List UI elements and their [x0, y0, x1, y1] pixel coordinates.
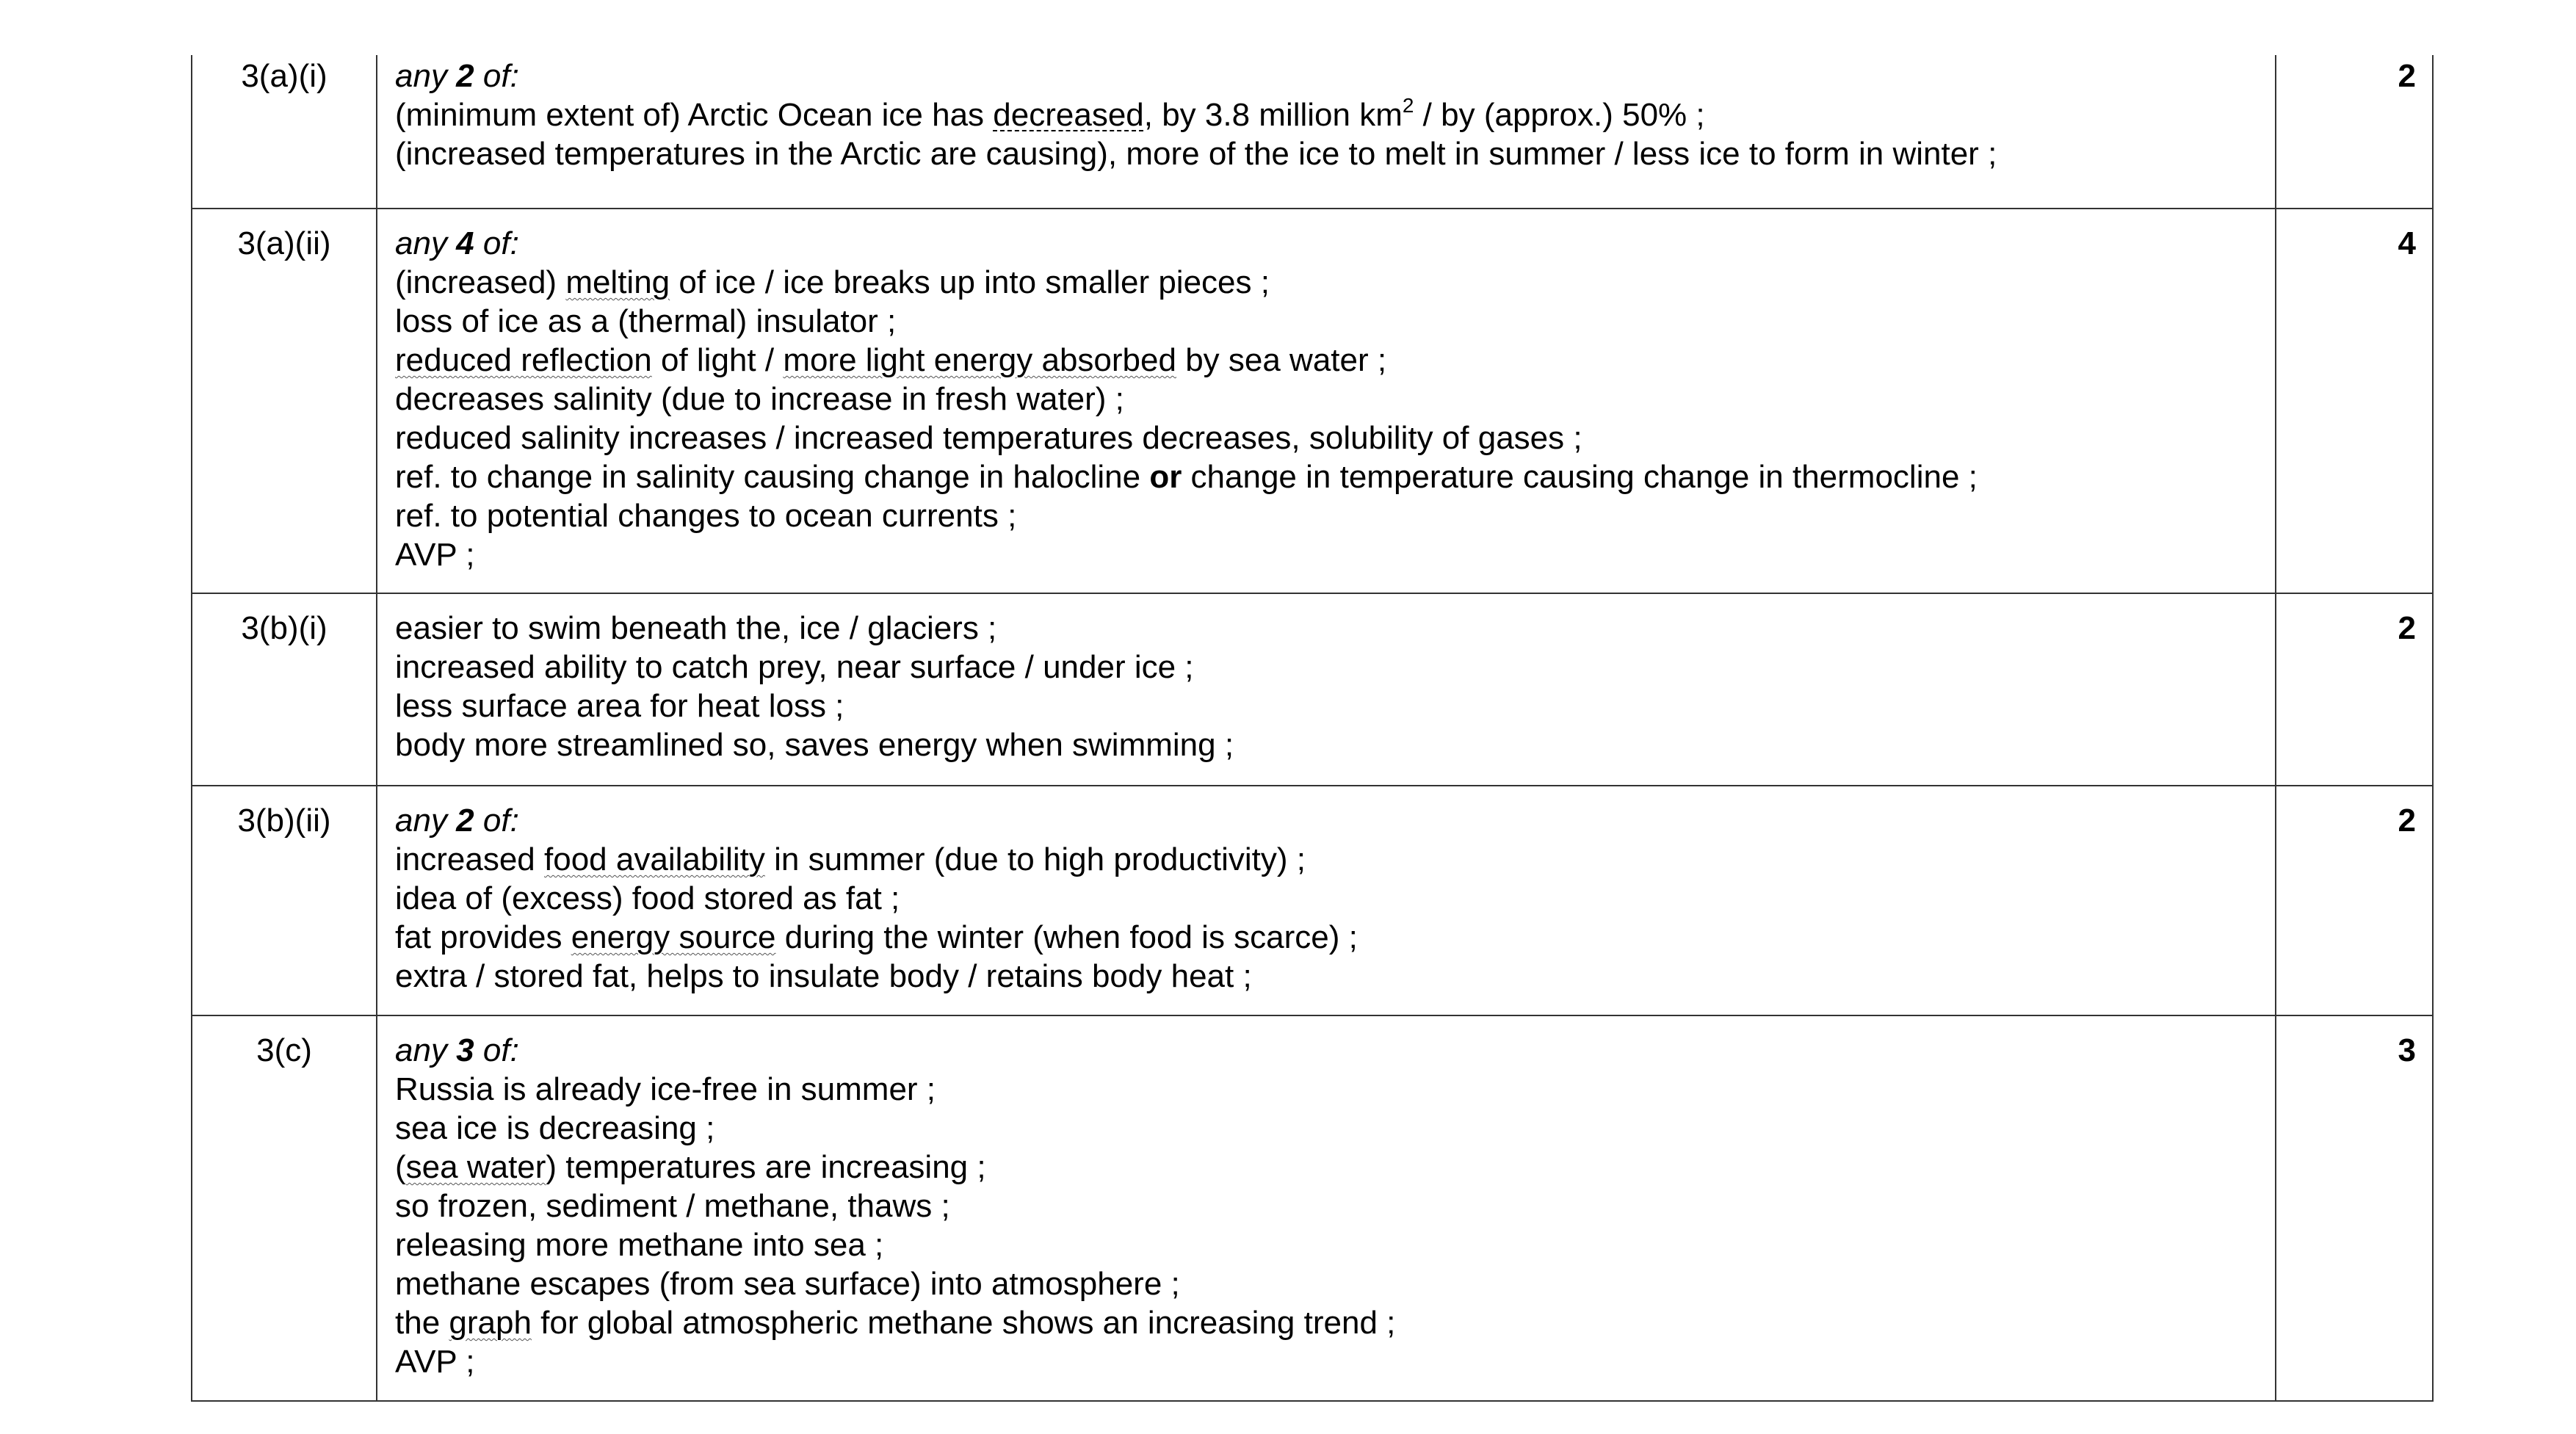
question-number: 3(a)(i)	[241, 58, 328, 94]
answer-line: easier to swim beneath the, ice / glaciers ;	[395, 610, 997, 646]
question-number: 3(b)(i)	[241, 610, 328, 646]
answer-cell	[377, 55, 2276, 209]
table-row	[192, 1015, 2433, 1401]
answer-lead: any 2 of:	[395, 803, 519, 839]
question-number-cell	[192, 55, 377, 209]
marks-value: 3	[2398, 1032, 2416, 1068]
answer-line: (minimum extent of) Arctic Ocean ice has decreased, by 3.8 million $km^2$ / by (approx.) 50% ;	[395, 94, 1705, 133]
answer-line: (increased temperatures in the Arctic are causing), more of the ice to melt in summer / less ice to form in winter ;	[395, 136, 1997, 172]
answer-line: (sea water) temperatures are increasing ;	[395, 1149, 986, 1185]
question-number: 3(a)(ii)	[237, 225, 331, 261]
marks-value: 2	[2398, 803, 2416, 839]
answer-cell	[377, 786, 2276, 1015]
answer-line: the graph for global atmospheric methane shows an increasing trend ;	[395, 1305, 1396, 1341]
mark-scheme-table	[191, 55, 2434, 1402]
answer-line: (increased) melting of ice / ice breaks up into smaller pieces ;	[395, 264, 1270, 300]
answer-line: idea of (excess) food stored as fat ;	[395, 880, 900, 916]
answer-lead: any 4 of:	[395, 225, 519, 261]
table-row	[192, 593, 2433, 786]
answer-line: methane escapes (from sea surface) into atmosphere ;	[395, 1266, 1180, 1302]
marks-cell	[2276, 786, 2433, 1015]
answer-cell	[377, 593, 2276, 786]
marks-cell	[2276, 1015, 2433, 1401]
marks-value: 4	[2398, 225, 2416, 261]
answer-line: increased food availability in summer (due to high productivity) ;	[395, 841, 1306, 877]
question-number: 3(c)	[256, 1032, 312, 1068]
answer-line: loss of ice as a (thermal) insulator ;	[395, 303, 897, 339]
question-number: 3(b)(ii)	[237, 803, 331, 839]
answer-cell	[377, 209, 2276, 593]
answer-lead: any 3 of:	[395, 1032, 519, 1068]
answer-line: so frozen, sediment / methane, thaws ;	[395, 1188, 950, 1224]
answer-line: fat provides energy source during the winter (when food is scarce) ;	[395, 919, 1358, 955]
question-number-cell	[192, 593, 377, 786]
answer-line: body more streamlined so, saves energy when swimming ;	[395, 727, 1234, 763]
question-number-cell	[192, 209, 377, 593]
answer-cell	[377, 1015, 2276, 1401]
answer-line: AVP ;	[395, 1344, 475, 1380]
question-number-cell	[192, 786, 377, 1015]
answer-line: sea ice is decreasing ;	[395, 1110, 715, 1146]
answer-line: ref. to change in salinity causing change in halocline or change in temperature causing change in thermocline ;	[395, 459, 1978, 495]
answer-line: extra / stored fat, helps to insulate body / retains body heat ;	[395, 958, 1252, 994]
answer-line: reduced reflection of light / more light energy absorbed by sea water ;	[395, 342, 1387, 378]
answer-line: decreases salinity (due to increase in fresh water) ;	[395, 381, 1124, 417]
marks-value: 2	[2398, 610, 2416, 646]
table-row	[192, 209, 2433, 593]
marks-value: 2	[2398, 58, 2416, 94]
table-row	[192, 55, 2433, 209]
answer-line: increased ability to catch prey, near surface / under ice ;	[395, 649, 1194, 685]
answer-line: less surface area for heat loss ;	[395, 688, 844, 724]
marks-cell	[2276, 209, 2433, 593]
answer-line: AVP ;	[395, 537, 475, 573]
answer-line: ref. to potential changes to ocean currents ;	[395, 498, 1017, 534]
marks-cell	[2276, 55, 2433, 209]
answer-lead: any 2 of:	[395, 58, 519, 94]
question-number-cell	[192, 1015, 377, 1401]
answer-line: reduced salinity increases / increased temperatures decreases, solubility of gases ;	[395, 420, 1582, 456]
answer-line: releasing more methane into sea ;	[395, 1227, 884, 1263]
marks-cell	[2276, 593, 2433, 786]
answer-line: Russia is already ice-free in summer ;	[395, 1071, 936, 1107]
table-row	[192, 786, 2433, 1015]
